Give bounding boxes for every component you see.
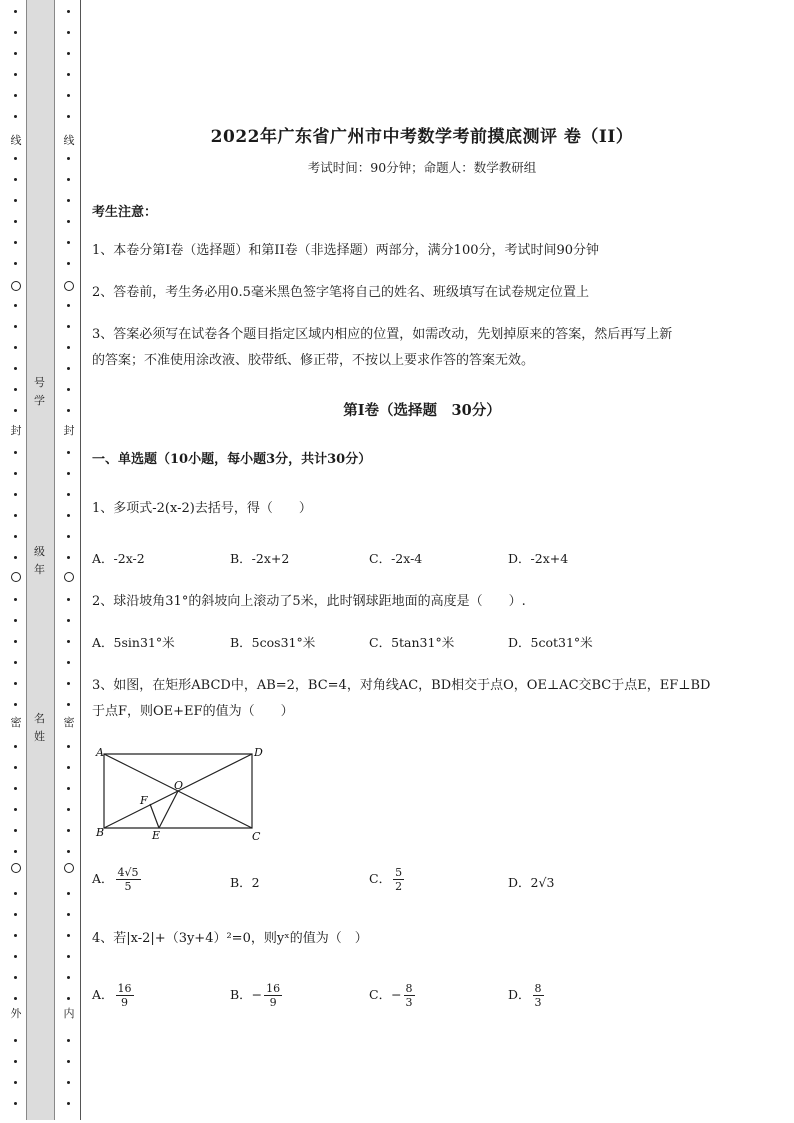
seal-line-dot: [67, 745, 70, 748]
q2-option-a: A．5sin31°米: [92, 635, 175, 650]
seal-line-dot: [67, 1081, 70, 1084]
seal-line-dot: [67, 976, 70, 979]
seal-line-dot: [67, 514, 70, 517]
seal-line-dot: [14, 556, 17, 559]
q4-option-d: D． $\frac{8}{3}$: [508, 982, 542, 1009]
outer-seal-line: [6, 0, 26, 1123]
seal-line-dot: [67, 703, 70, 706]
seal-line-dot: [14, 220, 17, 223]
label-o: O: [174, 779, 184, 792]
seal-line-dot: [67, 409, 70, 412]
seal-line-dot: [14, 199, 17, 202]
seal-line-dot: [14, 829, 17, 832]
q4-option-b: B．− $\frac{16}{9}$: [230, 982, 281, 1009]
seal-line-dot: [67, 157, 70, 160]
notice-item-3: 3、答案必须写在试卷各个题目指定区域内相应的位置，如需改动，先划掉原来的答案，然后再写上新: [92, 327, 673, 342]
seal-line-dot: [14, 304, 17, 307]
seal-line-dot: [67, 115, 70, 118]
seal-line-dot: [14, 619, 17, 622]
seal-line-dot: [67, 787, 70, 790]
label-c: C: [252, 830, 261, 842]
seal-line-dot: [67, 94, 70, 97]
seal-line-dot: [14, 388, 17, 391]
label-d: D: [254, 746, 263, 759]
seal-line-dot: [67, 766, 70, 769]
q3-option-d: D．2√3: [508, 875, 555, 890]
seal-line-dot: [67, 640, 70, 643]
seal-line-dot: [14, 409, 17, 412]
seal-line-dot: [14, 451, 17, 454]
seal-line-dot: [14, 73, 17, 76]
seal-line-dot: [67, 241, 70, 244]
segment-oe: [159, 791, 178, 828]
circle-mark: [64, 281, 74, 291]
seal-line-dot: [67, 913, 70, 916]
notice-item-2: 2、答卷前，考生务必用0.5毫米黑色签字笔将自己的姓名、班级填写在试卷规定位置上: [92, 285, 589, 300]
seal-line-dot: [14, 535, 17, 538]
inner-mark: 内: [59, 1007, 79, 1021]
student-id-field: 号学: [34, 376, 45, 407]
seal-line-dot: [14, 913, 17, 916]
label-e: E: [152, 829, 161, 842]
seal-line-dot: [67, 73, 70, 76]
q4-option-c: C．− $\frac{8}{3}$: [369, 982, 413, 1009]
seal-line-dot: [14, 745, 17, 748]
seal-line-dot: [14, 262, 17, 265]
seal-line-dot: [67, 178, 70, 181]
seal-line-dot: [14, 157, 17, 160]
seal-mark-feng: 封: [6, 424, 26, 438]
question-3-stem: 3、如图，在矩形ABCD中，AB=2，BC=4，对角线AC，BD相交于点O，OE⊥AC交BC于点E，EF⊥BD: [92, 678, 711, 693]
seal-line-dot: [14, 178, 17, 181]
seal-line-dot: [67, 682, 70, 685]
seal-line-dot: [67, 955, 70, 958]
seal-line-dot: [67, 346, 70, 349]
seal-line-dot: [67, 1060, 70, 1063]
seal-line-dot: [67, 451, 70, 454]
q1-option-d: D．-2x+4: [508, 551, 569, 566]
seal-line-dot: [14, 892, 17, 895]
circle-mark: [11, 863, 21, 873]
question-2-stem: 2、球沿坡角31°的斜坡向上滚动了5米，此时钢球距地面的高度是（ ）.: [92, 594, 526, 609]
q4-option-a: A． $\frac{16}{9}$: [92, 982, 132, 1009]
grade-field: 级年: [34, 545, 45, 576]
seal-line-dot: [14, 52, 17, 55]
seal-mark-feng: 封: [59, 424, 79, 438]
seal-line-dot: [67, 262, 70, 265]
circle-mark: [64, 572, 74, 582]
seal-line-dot: [14, 241, 17, 244]
seal-line-dot: [14, 94, 17, 97]
seal-line-dot: [14, 976, 17, 979]
seal-line-dot: [14, 787, 17, 790]
q1-option-a: A．-2x-2: [92, 551, 145, 566]
segment-ef: [150, 804, 159, 828]
seal-mark-mi: 密: [59, 716, 79, 730]
seal-line-dot: [14, 31, 17, 34]
name-field: 名姓: [34, 712, 45, 743]
q2-option-d: D．5cot31°米: [508, 635, 593, 650]
q3-option-a: A． $\frac{4√5}{5}$: [92, 866, 139, 893]
margin-border-line: [80, 0, 81, 1120]
seal-line-dot: [67, 997, 70, 1000]
seal-line-dot: [14, 955, 17, 958]
part-heading: 一、单选题（10小题，每小题3分，共计30分）: [92, 452, 372, 467]
seal-line-dot: [67, 1102, 70, 1105]
seal-line-dot: [14, 808, 17, 811]
seal-line-dot: [14, 514, 17, 517]
seal-line-dot: [67, 619, 70, 622]
notice-item-3-cont: 的答案；不准使用涂改液、胶带纸、修正带，不按以上要求作答的答案无效。: [92, 353, 535, 368]
seal-line-dot: [14, 1081, 17, 1084]
question-3-stem-cont: 于点F，则OE+EF的值为（ ）: [92, 704, 294, 719]
circle-mark: [11, 572, 21, 582]
seal-line-dot: [14, 493, 17, 496]
q2-option-c: C．5tan31°米: [369, 635, 455, 650]
label-a: A: [96, 746, 104, 759]
seal-line-dot: [67, 1039, 70, 1042]
seal-line-dot: [14, 682, 17, 685]
seal-line-dot: [67, 52, 70, 55]
seal-line-dot: [14, 703, 17, 706]
seal-line-dot: [14, 934, 17, 937]
seal-line-dot: [14, 472, 17, 475]
label-b: B: [96, 826, 105, 839]
exam-info: 考试时间：90分钟；命题人：数学教研组: [307, 160, 537, 175]
notice-heading: 考生注意：: [92, 205, 158, 220]
seal-line-dot: [67, 10, 70, 13]
rectangle-figure: [92, 742, 272, 842]
seal-line-dot: [67, 325, 70, 328]
seal-line-dot: [67, 808, 70, 811]
seal-mark-mi: 密: [6, 716, 26, 730]
seal-line-dot: [14, 661, 17, 664]
seal-line-dot: [67, 598, 70, 601]
seal-line-dot: [67, 556, 70, 559]
seal-line-dot: [14, 1039, 17, 1042]
q3-option-c: C． $\frac{5}{2}$: [369, 866, 403, 893]
seal-line-dot: [67, 661, 70, 664]
seal-line-dot: [67, 220, 70, 223]
seal-line-dot: [14, 997, 17, 1000]
seal-line-dot: [14, 1060, 17, 1063]
q1-option-b: B．-2x+2: [230, 551, 290, 566]
seal-line-dot: [67, 892, 70, 895]
seal-line-dot: [14, 367, 17, 370]
seal-line-dot: [14, 10, 17, 13]
inner-seal-line: [59, 0, 79, 1123]
label-f: F: [140, 794, 148, 807]
seal-line-dot: [67, 829, 70, 832]
circle-mark: [64, 863, 74, 873]
seal-line-dot: [14, 1102, 17, 1105]
section-title: 第I卷（选择题 30分）: [343, 402, 501, 419]
seal-line-dot: [14, 115, 17, 118]
seal-line-dot: [67, 199, 70, 202]
seal-line-dot: [67, 472, 70, 475]
q1-option-c: C．-2x-4: [369, 551, 423, 566]
seal-line-dot: [14, 325, 17, 328]
seal-mark-xian: 线: [6, 134, 26, 148]
q3-option-b: B．2: [230, 875, 260, 890]
seal-line-dot: [67, 934, 70, 937]
seal-line-dot: [67, 31, 70, 34]
seal-line-dot: [67, 850, 70, 853]
seal-line-dot: [67, 535, 70, 538]
seal-line-dot: [14, 346, 17, 349]
seal-line-dot: [67, 304, 70, 307]
outer-mark: 外: [6, 1007, 26, 1021]
q2-option-b: B．5cos31°米: [230, 635, 316, 650]
seal-line-dot: [67, 367, 70, 370]
seal-line-dot: [14, 850, 17, 853]
seal-line-dot: [14, 766, 17, 769]
binding-margin: [0, 0, 90, 1123]
seal-line-dot: [67, 388, 70, 391]
seal-line-dot: [67, 493, 70, 496]
question-1-stem: 1、多项式-2(x-2)去括号，得（ ）: [92, 501, 312, 516]
notice-item-1: 1、本卷分第I卷（选择题）和第II卷（非选择题）两部分，满分100分，考试时间90分钟: [92, 243, 600, 258]
page-title: 2022年广东省广州市中考数学考前摸底测评 卷（II）: [210, 127, 634, 147]
seal-mark-xian: 线: [59, 134, 79, 148]
circle-mark: [11, 281, 21, 291]
seal-line-dot: [14, 598, 17, 601]
seal-line-dot: [14, 640, 17, 643]
question-4-stem: 4、若|x-2|+（3y+4）²=0，则yˣ的值为（ ）: [92, 931, 368, 946]
